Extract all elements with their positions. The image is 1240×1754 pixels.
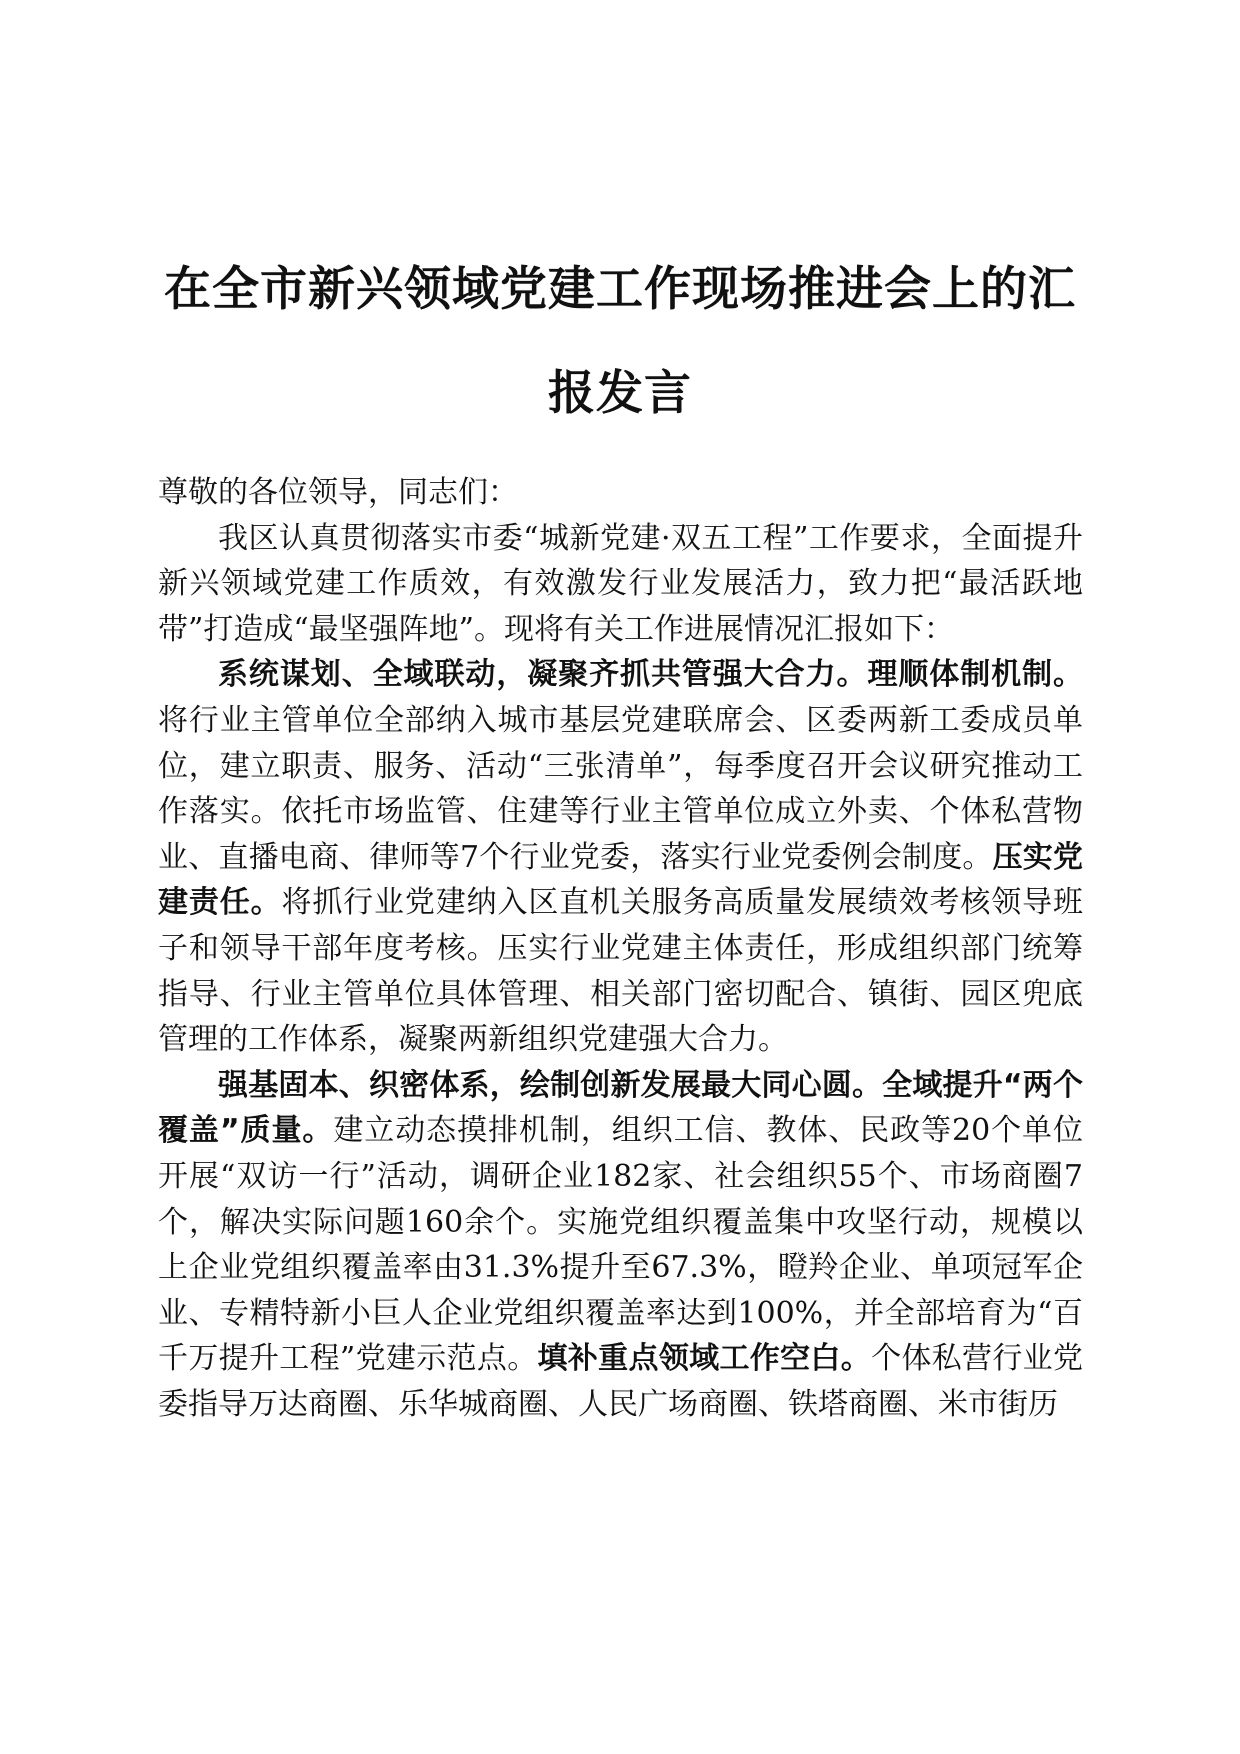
paragraph-text: 将抓行业党建纳入区直机关服务高质量发展绩效考核领导班子和领导干部年度考核。压实行业党建主体责任，形成组织部门统筹指导、行业主管单位具体管理、相关部门密切配合、镇街、园区兜底管理的工作体系，凝聚两新组织党建强大合力。 <box>158 885 1084 1058</box>
subsection-heading: 压实党建责任。 <box>158 839 1084 921</box>
paragraph-text: 建立动态摸排机制，组织工信、教体、民政等20个单位开展“双访一行”活动，调研企业182家、社会组织55个、市场商圈7个，解决实际问题160余个。实施党组织覆盖集中攻坚行动，规模以上企业党组织覆盖率由31.3%提升至67.3%，瞪羚企业、单项冠军企业、专精特新小巨人企业党组织覆盖率达到100%，并全部培育为“百千万提升工程”党建示范点。 <box>158 1113 1083 1377</box>
paragraph-text: 个体私营行业党委指导万达商圈、乐华城商圈、人民广场商圈、铁塔商圈、米市街历 <box>158 1341 1084 1422</box>
document-title: 在全市新兴领域党建工作现场推进会上的汇报发言 <box>164 262 1076 421</box>
paragraph-section-1 <box>158 652 1083 1062</box>
paragraph-text: 将行业主管单位全部纳入城市基层党建联席会、区委两新工委成员单位，建立职责、服务、活动“三张清单”，每季度召开会议研究推动工作落实。依托市场监管、住建等行业主管单位成立外卖、个体私营物业、直播电商、律师等7个行业党委，落实行业党委例会制度。 <box>158 702 1083 875</box>
paragraph-text: 我区认真贯彻落实市委“城新党建·双五工程”工作要求，全面提升新兴领域党建工作质效，有效激发行业发展活力，致力把“最活跃地带”打造成“最坚强阵地”。现将有关工作进展情况汇报如下： <box>158 520 1083 647</box>
document-body <box>158 470 1083 1427</box>
salutation: 尊敬的各位领导，同志们： <box>158 475 518 510</box>
section-heading: 系统谋划、全域联动，凝聚齐抓共管强大合力。理顺体制机制。 <box>218 657 1083 693</box>
subsection-heading: 填补重点领域工作空白。 <box>537 1341 872 1377</box>
paragraph-intro <box>158 516 1083 653</box>
section-heading: 强基固本、织密体系，绘制创新发展最大同心圆。全域提升“两个覆盖”质量。 <box>158 1067 1083 1149</box>
paragraph-section-2 <box>158 1063 1083 1428</box>
